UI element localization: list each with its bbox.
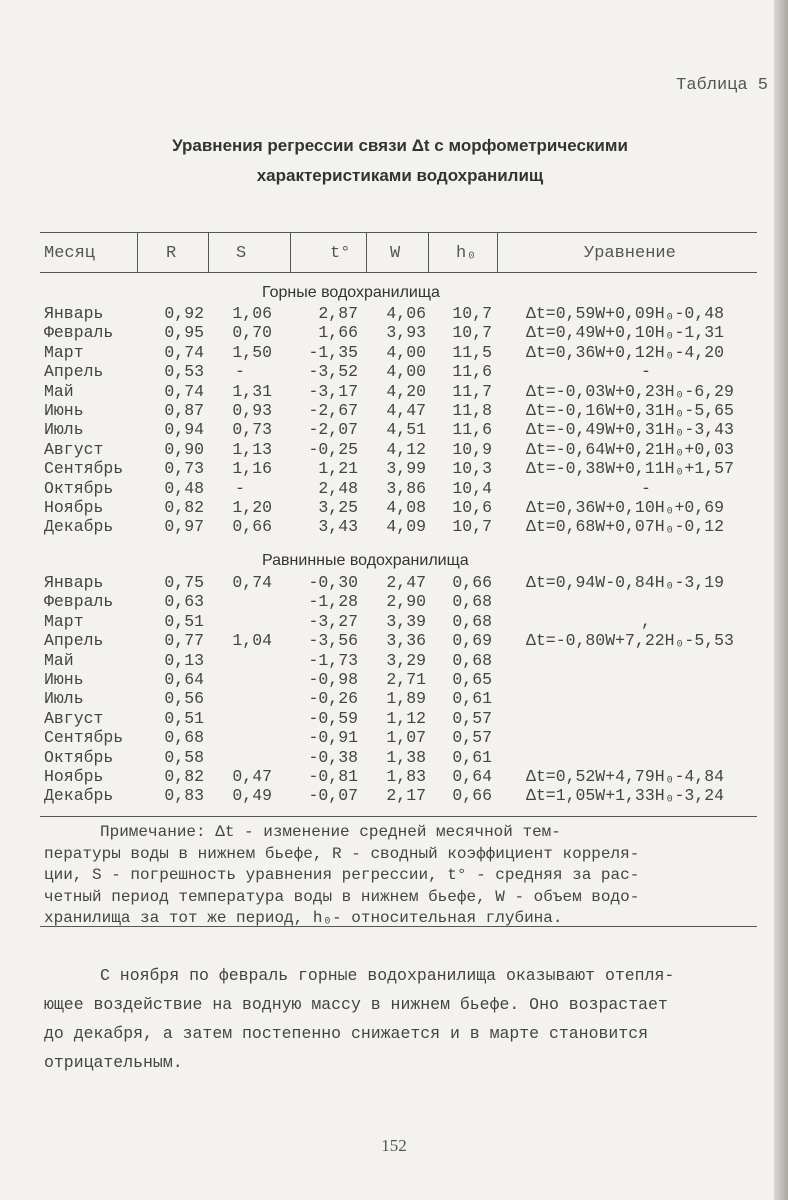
cell-w: 3,93 bbox=[386, 323, 426, 343]
cell-h: 11,8 bbox=[452, 401, 492, 420]
table-header-rule bbox=[40, 272, 757, 273]
cell-h: 0,64 bbox=[452, 767, 492, 786]
cell-month: Декабрь bbox=[44, 517, 114, 537]
cell-h: 0,65 bbox=[452, 670, 492, 689]
cell-s: 1,04 bbox=[232, 631, 272, 651]
cell-r: 0,48 bbox=[164, 478, 204, 498]
cell-s: 1,06 bbox=[232, 304, 272, 323]
cell-w: 1,07 bbox=[386, 728, 426, 748]
cell-eq: Δt=0,49W+0,10H₀-1,31 bbox=[526, 323, 725, 343]
cell-s: 1,31 bbox=[232, 381, 272, 401]
cell-w: 3,36 bbox=[386, 631, 426, 651]
header-divider bbox=[497, 233, 498, 273]
cell-h: 10,9 bbox=[452, 439, 492, 459]
cell-r: 0,95 bbox=[164, 323, 204, 343]
cell-eq: Δt=0,52W+4,79H₀-4,84 bbox=[526, 767, 725, 786]
header-divider bbox=[428, 233, 429, 273]
cell-w: 4,00 bbox=[386, 342, 426, 362]
table-number: Таблица 5 bbox=[676, 76, 768, 95]
cell-eq: Δt=0,94W-0,84H₀-3,19 bbox=[526, 573, 725, 592]
note-bottom-rule bbox=[40, 926, 757, 927]
paragraph-line: ющее воздействие на водную массу в нижнем бьефе. Оно возрастает bbox=[44, 995, 668, 1014]
page-edge-shadow bbox=[774, 0, 788, 1200]
table-title-line-1: Уравнения регрессии связи Δt с морфометрическими bbox=[172, 136, 628, 155]
cell-t: -3,27 bbox=[308, 611, 358, 631]
cell-eq: Δt=-0,38W+0,11H₀+1,57 bbox=[526, 459, 734, 479]
cell-h: 0,61 bbox=[452, 689, 492, 709]
cell-h: 0,68 bbox=[452, 611, 492, 631]
cell-r: 0,94 bbox=[164, 420, 204, 440]
cell-t: 2,48 bbox=[318, 478, 358, 498]
cell-t: 1,66 bbox=[318, 323, 358, 343]
cell-w: 4,47 bbox=[386, 401, 426, 420]
cell-h: 11,7 bbox=[452, 381, 492, 401]
header-divider bbox=[137, 233, 138, 273]
cell-month: Апрель bbox=[44, 631, 104, 651]
cell-r: 0,87 bbox=[164, 401, 204, 420]
cell-h: 10,7 bbox=[452, 517, 492, 537]
header-divider bbox=[290, 233, 291, 273]
cell-month: Май bbox=[44, 381, 74, 401]
cell-eq: Δt=0,68W+0,07H₀-0,12 bbox=[526, 517, 725, 537]
cell-t: -0,26 bbox=[308, 689, 358, 709]
cell-h: 10,4 bbox=[452, 478, 492, 498]
cell-r: 0,51 bbox=[164, 708, 204, 728]
header-s: S bbox=[236, 244, 247, 263]
cell-t: -1,35 bbox=[308, 342, 358, 362]
cell-r: 0,97 bbox=[164, 517, 204, 537]
cell-t: -3,17 bbox=[308, 381, 358, 401]
header-w: W bbox=[390, 244, 401, 263]
cell-month: Сентябрь bbox=[44, 728, 124, 748]
cell-w: 4,51 bbox=[386, 420, 426, 440]
cell-w: 1,83 bbox=[386, 767, 426, 786]
cell-s: 0,73 bbox=[232, 420, 272, 440]
cell-h: 10,7 bbox=[452, 323, 492, 343]
cell-w: 4,08 bbox=[386, 498, 426, 517]
cell-w: 4,09 bbox=[386, 517, 426, 537]
cell-s: 0,47 bbox=[232, 767, 272, 786]
cell-r: 0,83 bbox=[164, 786, 204, 806]
cell-h: 0,68 bbox=[452, 650, 492, 670]
cell-eq: Δt=0,59W+0,09H₀-0,48 bbox=[526, 304, 725, 323]
cell-w: 3,86 bbox=[386, 478, 426, 498]
cell-eq: Δt=-0,03W+0,23H₀-6,29 bbox=[526, 381, 734, 401]
cell-month: Январь bbox=[44, 573, 104, 592]
cell-t: -0,38 bbox=[308, 747, 358, 767]
cell-t: 2,87 bbox=[318, 304, 358, 323]
cell-s: 1,16 bbox=[232, 459, 272, 479]
header-divider bbox=[366, 233, 367, 273]
cell-t: -0,07 bbox=[308, 786, 358, 806]
cell-eq: Δt=0,36W+0,10H₀+0,69 bbox=[526, 498, 725, 517]
cell-t: -2,67 bbox=[308, 401, 358, 420]
paragraph-line: С ноября по февраль горные водохранилища оказывают отепля- bbox=[100, 966, 675, 985]
cell-t: -0,91 bbox=[308, 728, 358, 748]
cell-t: -0,98 bbox=[308, 670, 358, 689]
note-line: Примечание: Δt - изменение средней месячной тем- bbox=[100, 823, 561, 841]
cell-t: -0,81 bbox=[308, 767, 358, 786]
cell-eq: Δt=-0,49W+0,31H₀-3,43 bbox=[526, 420, 734, 440]
cell-r: 0,63 bbox=[164, 592, 204, 612]
cell-t: -3,56 bbox=[308, 631, 358, 651]
cell-r: 0,68 bbox=[164, 728, 204, 748]
table-top-rule bbox=[40, 232, 757, 233]
cell-r: 0,82 bbox=[164, 498, 204, 517]
table-title-line-2: характеристиками водохранилищ bbox=[256, 166, 544, 185]
header-divider bbox=[208, 233, 209, 273]
cell-month: Февраль bbox=[44, 592, 114, 612]
cell-month: Март bbox=[44, 342, 84, 362]
note-line: ции, S - погрешность уравнения регрессии, t° - средняя за рас- bbox=[44, 866, 640, 884]
cell-t: -1,28 bbox=[308, 592, 358, 612]
cell-s: 1,13 bbox=[232, 439, 272, 459]
cell-h: 0,66 bbox=[452, 573, 492, 592]
cell-t: -0,30 bbox=[308, 573, 358, 592]
cell-r: 0,90 bbox=[164, 439, 204, 459]
cell-w: 4,12 bbox=[386, 439, 426, 459]
header-r: R bbox=[166, 244, 177, 263]
cell-w: 2,47 bbox=[386, 573, 426, 592]
cell-t: 1,21 bbox=[318, 459, 358, 479]
cell-s: 0,49 bbox=[232, 786, 272, 806]
cell-month: Декабрь bbox=[44, 786, 114, 806]
cell-t: -3,52 bbox=[308, 362, 358, 382]
note-line: пературы воды в нижнем бьефе, R - сводный коэффициент корреля- bbox=[44, 844, 640, 863]
cell-month: Май bbox=[44, 650, 74, 670]
cell-h: 0,69 bbox=[452, 631, 492, 651]
cell-h: 10,6 bbox=[452, 498, 492, 517]
cell-w: 4,00 bbox=[386, 362, 426, 382]
cell-s: 0,93 bbox=[232, 401, 272, 420]
note-line: хранилища за тот же период, h₀- относительная глубина. bbox=[44, 909, 563, 927]
cell-month: Октябрь bbox=[44, 747, 114, 767]
cell-month: Ноябрь bbox=[44, 498, 104, 517]
cell-r: 0,58 bbox=[164, 747, 204, 767]
cell-month: Апрель bbox=[44, 362, 104, 382]
cell-t: -0,59 bbox=[308, 708, 358, 728]
section-title-mountain: Горные водохранилища bbox=[262, 284, 440, 301]
cell-month: Октябрь bbox=[44, 478, 114, 498]
cell-w: 4,06 bbox=[386, 304, 426, 323]
cell-h: 11,6 bbox=[452, 362, 492, 382]
cell-s: - bbox=[235, 478, 245, 498]
cell-month: Сентябрь bbox=[44, 459, 124, 479]
header-t: t° bbox=[330, 244, 351, 263]
cell-t: 3,25 bbox=[318, 498, 358, 517]
cell-month: Январь bbox=[44, 304, 104, 323]
cell-eq: Δt=1,05W+1,33H₀-3,24 bbox=[526, 786, 725, 806]
cell-w: 2,90 bbox=[386, 592, 426, 612]
cell-h: 11,6 bbox=[452, 420, 492, 440]
cell-h: 0,68 bbox=[452, 592, 492, 612]
cell-r: 0,73 bbox=[164, 459, 204, 479]
cell-r: 0,82 bbox=[164, 767, 204, 786]
cell-month: Август bbox=[44, 708, 104, 728]
cell-h: 11,5 bbox=[452, 342, 492, 362]
cell-s: 0,70 bbox=[232, 323, 272, 343]
cell-eq: Δt=-0,80W+7,22H₀-5,53 bbox=[526, 631, 734, 651]
cell-t: -2,07 bbox=[308, 420, 358, 440]
cell-r: 0,77 bbox=[164, 631, 204, 651]
cell-eq: - bbox=[641, 478, 651, 498]
cell-h: 0,57 bbox=[452, 708, 492, 728]
cell-w: 4,20 bbox=[386, 381, 426, 401]
cell-w: 3,29 bbox=[386, 650, 426, 670]
cell-w: 3,99 bbox=[386, 459, 426, 479]
cell-r: 0,56 bbox=[164, 689, 204, 709]
cell-r: 0,92 bbox=[164, 304, 204, 323]
cell-w: 1,12 bbox=[386, 708, 426, 728]
cell-month: Август bbox=[44, 439, 104, 459]
cell-w: 2,17 bbox=[386, 786, 426, 806]
cell-eq: , bbox=[641, 611, 651, 631]
cell-w: 1,89 bbox=[386, 689, 426, 709]
cell-h: 0,61 bbox=[452, 747, 492, 767]
cell-t: -0,25 bbox=[308, 439, 358, 459]
cell-s: 0,66 bbox=[232, 517, 272, 537]
header-equation: Уравнение bbox=[584, 244, 676, 263]
paragraph-line: до декабря, а затем постепенно снижается и в марте становится bbox=[44, 1024, 648, 1043]
cell-month: Июнь bbox=[44, 401, 84, 420]
cell-month: Ноябрь bbox=[44, 767, 104, 786]
cell-r: 0,75 bbox=[164, 573, 204, 592]
cell-s: 0,74 bbox=[232, 573, 272, 592]
cell-w: 2,71 bbox=[386, 670, 426, 689]
cell-r: 0,64 bbox=[164, 670, 204, 689]
cell-r: 0,13 bbox=[164, 650, 204, 670]
cell-s: - bbox=[235, 362, 245, 382]
cell-month: Июль bbox=[44, 420, 84, 440]
page-number: 152 bbox=[381, 1136, 407, 1155]
cell-s: 1,20 bbox=[232, 498, 272, 517]
header-month: Месяц bbox=[44, 244, 96, 263]
cell-t: -1,73 bbox=[308, 650, 358, 670]
cell-month: Июнь bbox=[44, 670, 84, 689]
cell-eq: Δt=0,36W+0,12H₀-4,20 bbox=[526, 342, 725, 362]
cell-r: 0,74 bbox=[164, 342, 204, 362]
cell-s: 1,50 bbox=[232, 342, 272, 362]
cell-r: 0,53 bbox=[164, 362, 204, 382]
note-line: четный период температура воды в нижнем бьефе, W - объем водо- bbox=[44, 887, 640, 906]
cell-h: 10,3 bbox=[452, 459, 492, 479]
cell-month: Июль bbox=[44, 689, 84, 709]
cell-r: 0,74 bbox=[164, 381, 204, 401]
cell-month: Февраль bbox=[44, 323, 114, 343]
cell-eq: - bbox=[641, 362, 651, 382]
cell-eq: Δt=-0,16W+0,31H₀-5,65 bbox=[526, 401, 734, 420]
section-title-plain: Равнинные водохранилища bbox=[262, 552, 469, 569]
cell-eq: Δt=-0,64W+0,21H₀+0,03 bbox=[526, 439, 734, 459]
header-h: h₀ bbox=[456, 244, 477, 263]
cell-w: 3,39 bbox=[386, 611, 426, 631]
paragraph-line: отрицательным. bbox=[44, 1053, 183, 1072]
cell-r: 0,51 bbox=[164, 611, 204, 631]
cell-month: Март bbox=[44, 611, 84, 631]
note-top-rule bbox=[40, 816, 757, 817]
cell-h: 0,57 bbox=[452, 728, 492, 748]
cell-h: 0,66 bbox=[452, 786, 492, 806]
cell-t: 3,43 bbox=[318, 517, 358, 537]
cell-w: 1,38 bbox=[386, 747, 426, 767]
cell-h: 10,7 bbox=[452, 304, 492, 323]
